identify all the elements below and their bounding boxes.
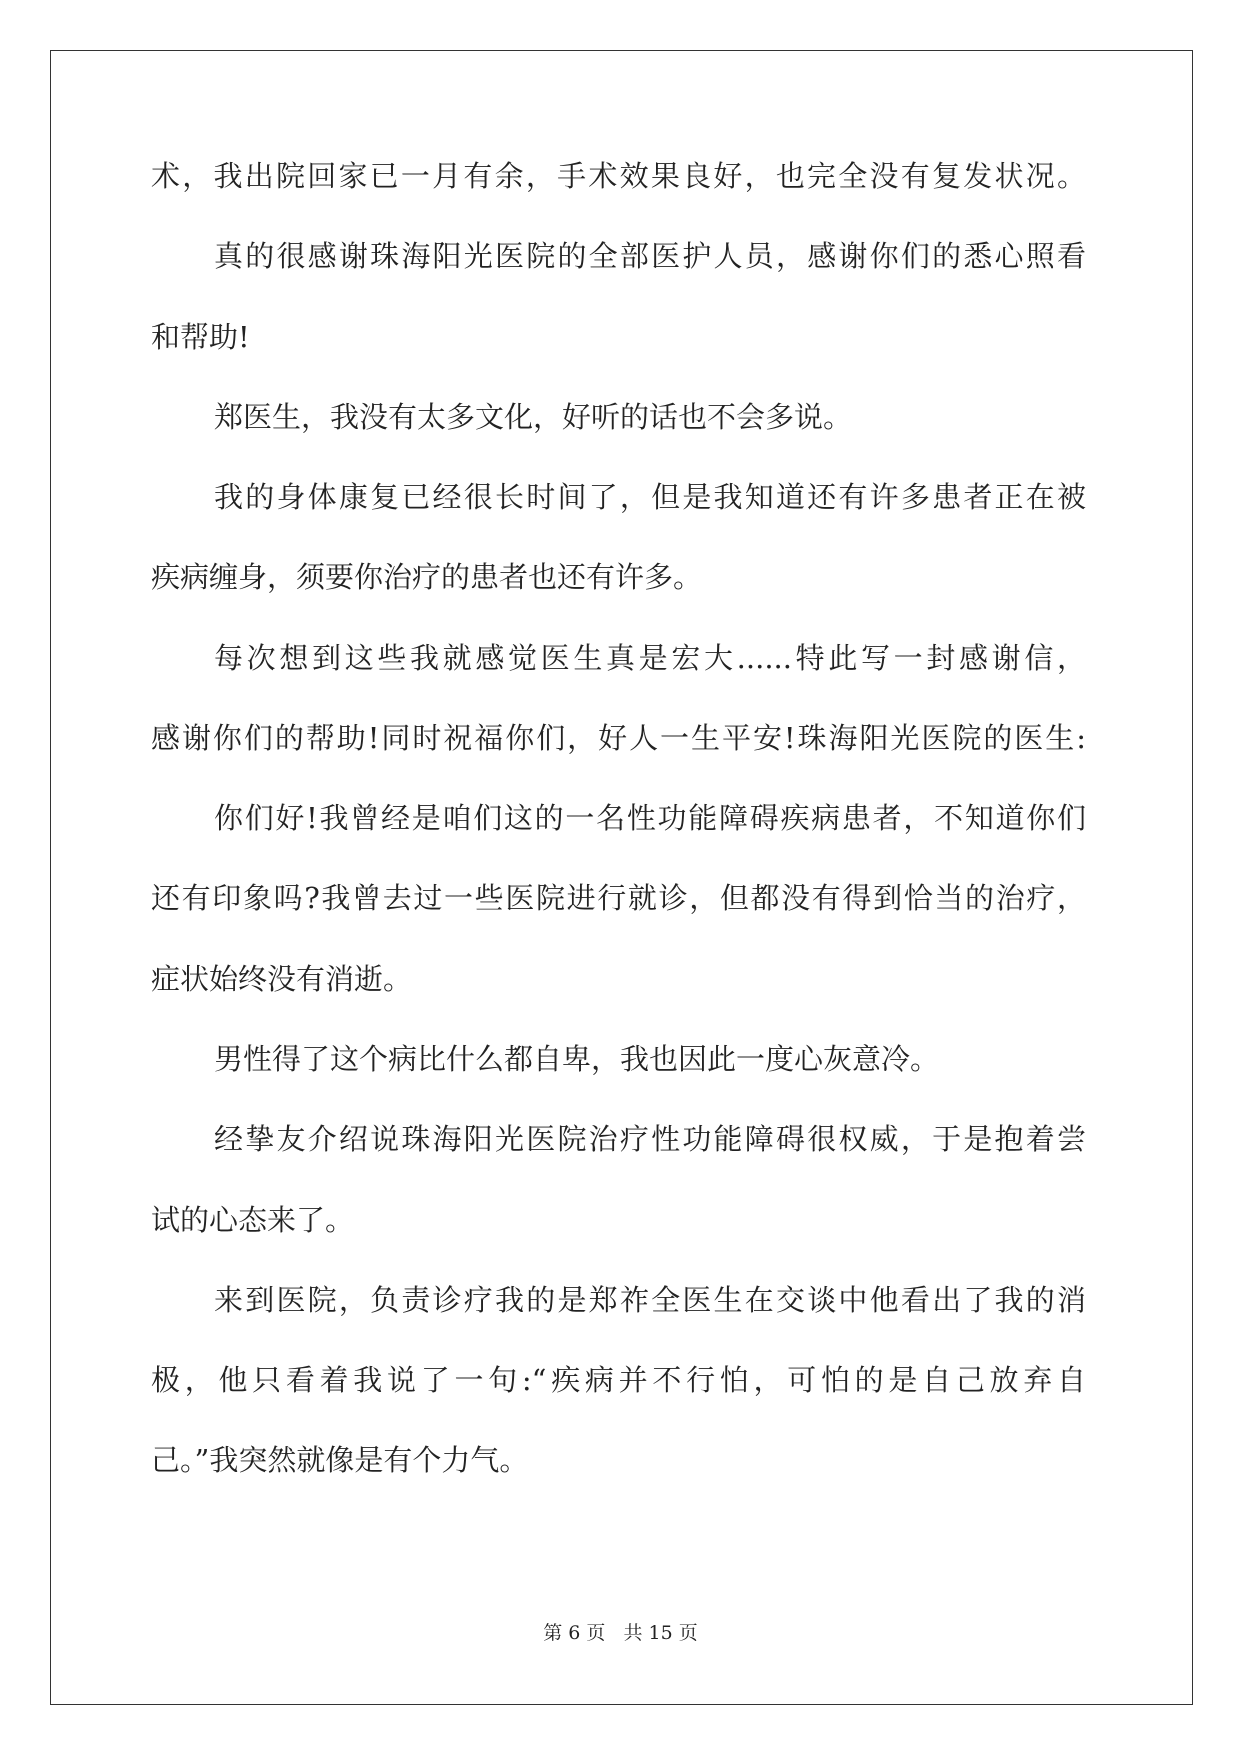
text-line: 我的身体康复已经很长时间了，但是我知道还有许多患者正在被 <box>214 480 1086 514</box>
text-line: 郑医生，我没有太多文化，好听的话也不会多说。 <box>214 400 853 434</box>
text-line: 术，我出院回家已一月有余，手术效果良好，也完全没有复发状况。 <box>151 159 1086 193</box>
text-line: 还有印象吗?我曾去过一些医院进行就诊，但都没有得到恰当的治疗， <box>151 881 1086 915</box>
text-line: 经挚友介绍说珠海阳光医院治疗性功能障碍很权威，于是抱着尝 <box>214 1122 1086 1156</box>
text-line: 你们好!我曾经是咱们这的一名性功能障碍疾病患者，不知道你们 <box>214 801 1086 835</box>
text-line: 试的心态来了。 <box>151 1203 355 1237</box>
text-line: 和帮助! <box>151 320 250 354</box>
text-line: 真的很感谢珠海阳光医院的全部医护人员，感谢你们的悉心照看 <box>214 239 1086 273</box>
text-line: 感谢你们的帮助!同时祝福你们，好人一生平安!珠海阳光医院的医生: <box>151 721 1086 755</box>
text-line: 症状始终没有消逝。 <box>151 962 413 996</box>
text-line: 来到医院，负责诊疗我的是郑祚全医生在交谈中他看出了我的消 <box>214 1283 1086 1317</box>
page-number-footer: 第 6 页 共 15 页 <box>543 1622 698 1644</box>
text-line: 男性得了这个病比什么都自卑，我也因此一度心灰意冷。 <box>214 1042 940 1076</box>
text-line: 极，他只看着我说了一句:“疾病并不行怕，可怕的是自己放弃自 <box>151 1363 1086 1397</box>
text-line: 每次想到这些我就感觉医生真是宏大......特此写一封感谢信， <box>214 641 1086 675</box>
text-line: 疾病缠身，须要你治疗的患者也还有许多。 <box>151 560 703 594</box>
text-line: 己。”我突然就像是有个力气。 <box>151 1443 529 1477</box>
